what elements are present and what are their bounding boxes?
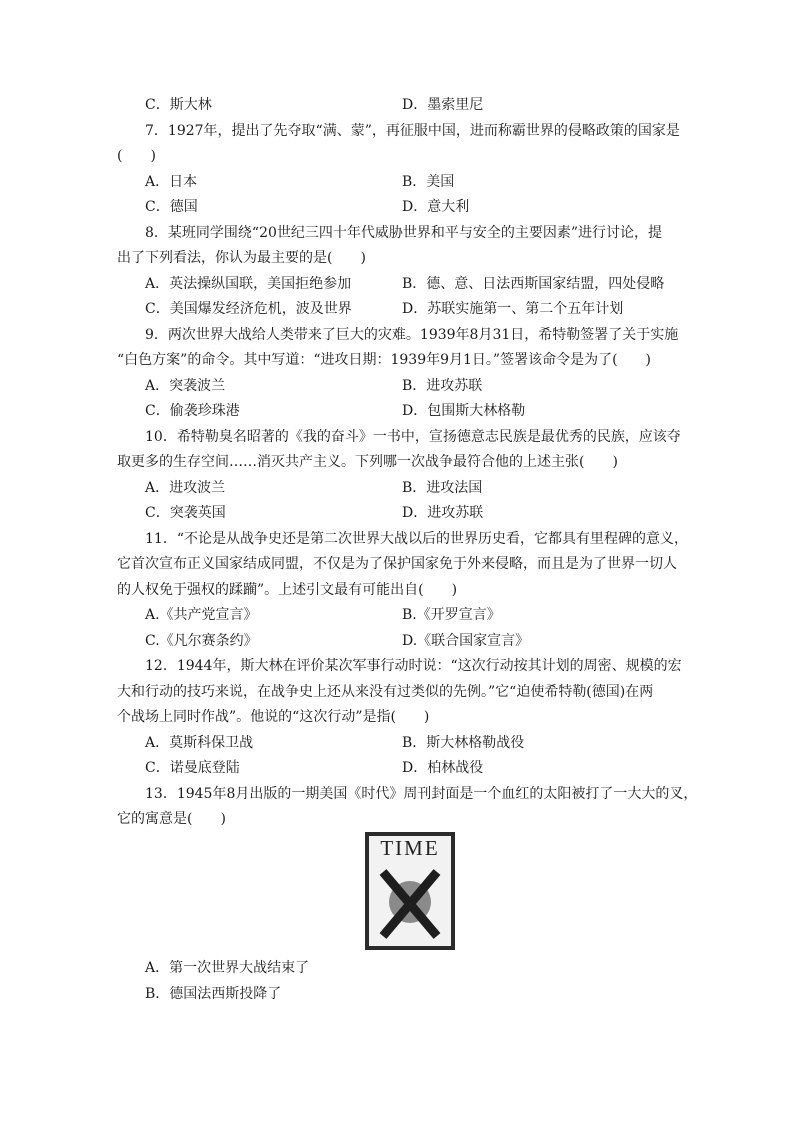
q10-stem: 10．希特勒臭名昭著的《我的奋斗》一书中，宣扬德意志民族是最优秀的民族，应该夺 bbox=[145, 429, 681, 445]
q9-option-a: A．突袭波兰 bbox=[145, 378, 226, 394]
q12-option-a: A．莫斯科保卫战 bbox=[145, 735, 254, 751]
time-magazine-cover bbox=[365, 832, 455, 950]
q7-option-c: C．德国 bbox=[145, 199, 198, 215]
q9-option-b: B．进攻苏联 bbox=[402, 378, 483, 394]
q7-stem-cont: ( ) bbox=[117, 148, 156, 164]
q9-option-c: C．偷袭珍珠港 bbox=[145, 403, 240, 419]
q12-option-c: C．诺曼底登陆 bbox=[145, 760, 240, 776]
q8-option-a: A．英法操纵国联，美国拒绝参加 bbox=[145, 276, 352, 292]
q10-option-d: D．进攻苏联 bbox=[402, 505, 484, 521]
q11-option-d: D.《联合国家宣言》 bbox=[402, 633, 530, 649]
q11-stem-cont2: 的人权免于强权的蹂躏”。上述引文最有可能出自( ) bbox=[117, 582, 458, 598]
q12-stem-cont: 大和行动的技巧来说，在战争史上还从来没有过类似的先例。”它“迫使希特勒(德国)在两 bbox=[117, 684, 654, 700]
q12-option-b: B．斯大林格勒战役 bbox=[402, 735, 525, 751]
q7-option-d: D．意大利 bbox=[402, 199, 470, 215]
q10-option-c: C．突袭英国 bbox=[145, 505, 226, 521]
q6-option-c: C．斯大林 bbox=[145, 97, 212, 113]
q11-stem-cont: 它首次宣布正义国家结成同盟，不仅是为了保护国家免于外来侵略，而且是为了世界一切人 bbox=[117, 556, 677, 572]
q7-stem: 7．1927年，提出了先夺取“满、蒙”，再征服中国，进而称霸世界的侵略政策的国家是 bbox=[145, 123, 680, 139]
q10-stem-cont: 取更多的生存空间……消灭共产主义。下列哪一次战争最符合他的上述主张( ) bbox=[117, 454, 618, 470]
q9-option-d: D．包围斯大林格勒 bbox=[402, 403, 526, 419]
q8-option-d: D．苏联实施第一、第二个五年计划 bbox=[402, 301, 624, 317]
cover-title: TIME bbox=[380, 836, 440, 860]
crossed-sun-icon bbox=[369, 862, 451, 942]
q13-option-a: A．第一次世界大战结束了 bbox=[145, 960, 310, 976]
q9-stem: 9．两次世界大战给人类带来了巨大的灾难。1939年8月31日，希特勒签署了关于实施 bbox=[145, 327, 679, 343]
q12-option-d: D．柏林战役 bbox=[402, 760, 484, 776]
q11-option-a: A.《共产党宣言》 bbox=[145, 607, 258, 623]
q11-option-b: B.《开罗宣言》 bbox=[402, 607, 501, 623]
q6-option-d: D．墨索里尼 bbox=[402, 97, 484, 113]
q7-option-b: B．美国 bbox=[402, 174, 455, 190]
q8-option-c: C．美国爆发经济危机，波及世界 bbox=[145, 301, 352, 317]
q8-stem-cont: 出了下列看法，你认为最主要的是( ) bbox=[117, 250, 366, 266]
q13-option-b: B．德国法西斯投降了 bbox=[145, 986, 282, 1002]
q13-stem: 13．1945年8月出版的一期美国《时代》周刊封面是一个血红的太阳被打了一大大的叉， bbox=[145, 786, 698, 802]
q10-option-a: A．进攻波兰 bbox=[145, 480, 226, 496]
q10-option-b: B．进攻法国 bbox=[402, 480, 483, 496]
q9-stem-cont: “白色方案”的命令。其中写道：“进攻日期：1939年9月1日。”签署该命令是为了( ) bbox=[117, 352, 651, 368]
q12-stem-cont2: 个战场上同时作战”。他说的“这次行动”是指( ) bbox=[117, 709, 430, 725]
q13-stem-cont: 它的寓意是( ) bbox=[117, 811, 226, 827]
q7-option-a: A．日本 bbox=[145, 174, 198, 190]
q8-stem: 8．某班同学围绕“20世纪三四十年代威胁世界和平与安全的主要因素”进行讨论，提 bbox=[145, 225, 663, 241]
q11-option-c: C.《凡尔赛条约》 bbox=[145, 633, 258, 649]
q12-stem: 12．1944年，斯大林在评价某次军事行动时说：“这次行动按其计划的周密、规模的宏 bbox=[145, 658, 682, 674]
q8-option-b: B．德、意、日法西斯国家结盟，四处侵略 bbox=[402, 276, 665, 292]
q11-stem: 11．“不论是从战争史还是第二次世界大战以后的世界历史看，它都具有里程碑的意义， bbox=[145, 531, 688, 547]
